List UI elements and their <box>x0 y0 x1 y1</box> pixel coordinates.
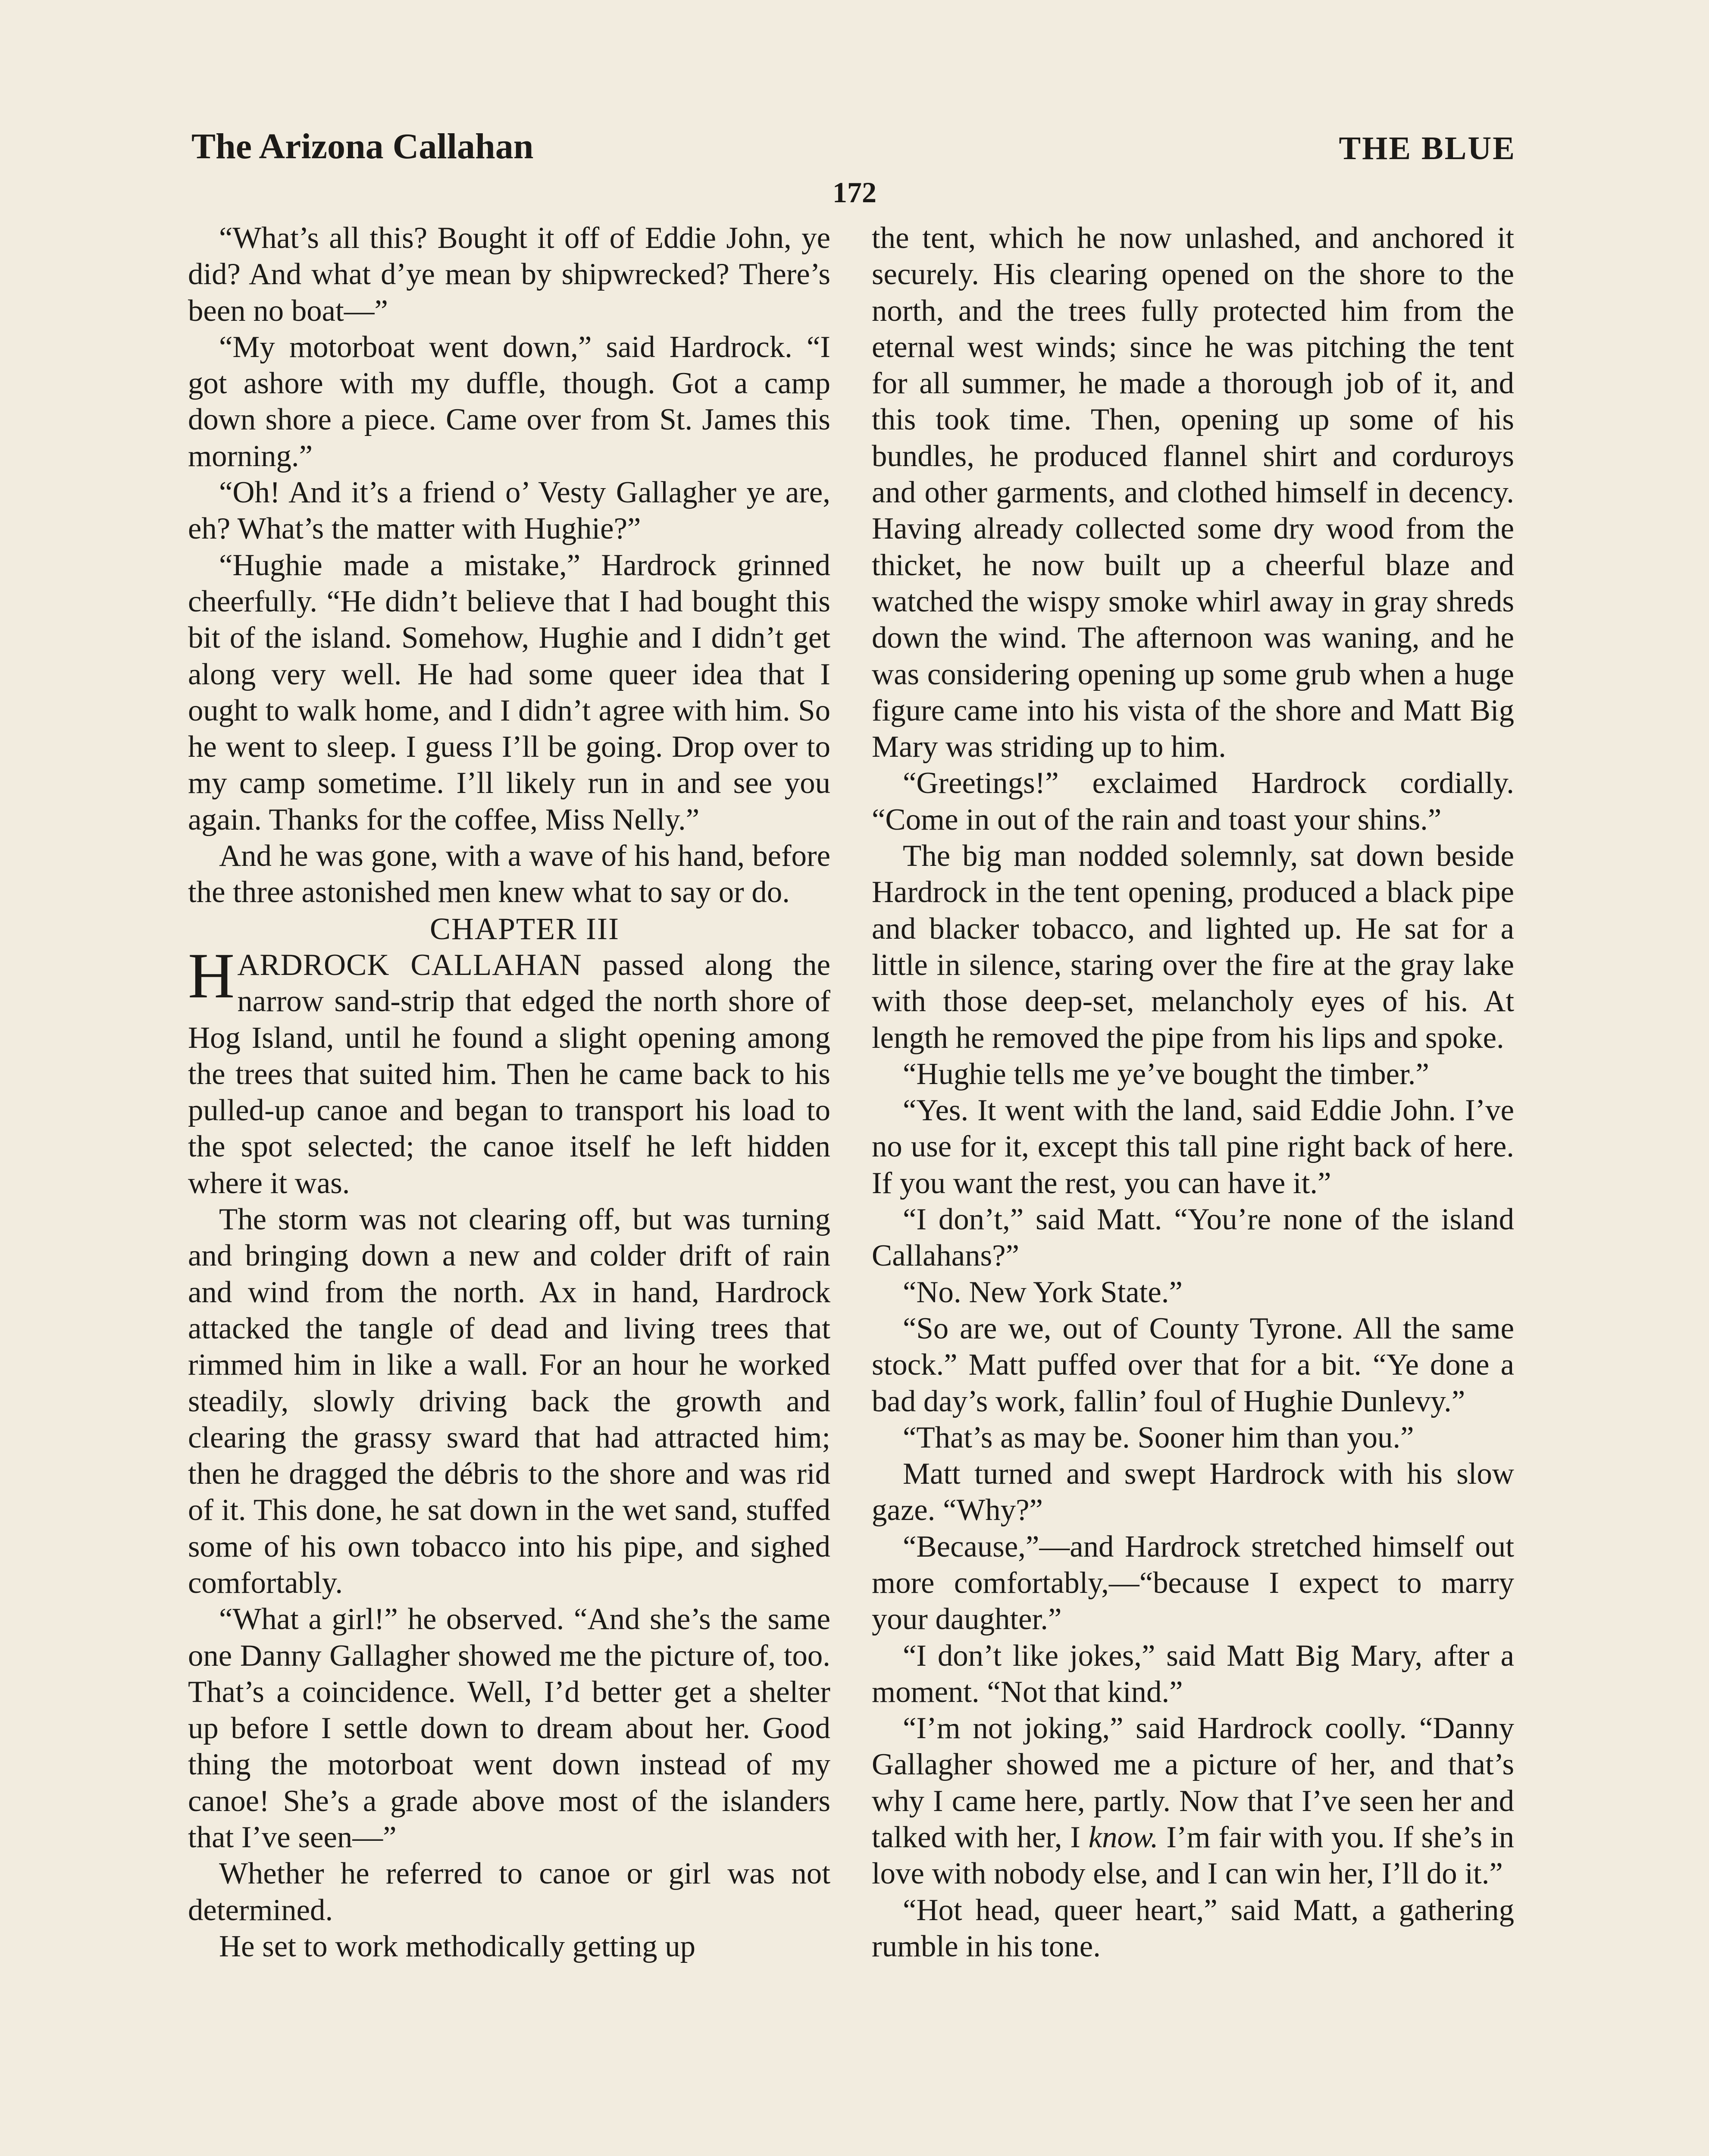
paragraph: “Hughie made a mistake,” Hardrock grinned cheerfully. “He didn’t believe that I had bought this bit of the island. Somehow, Hughie and I didn’t get along very well. He had some queer idea that I ought to walk home, and I didn’t agree with him. So he went to sleep. I guess I’ll be going. Drop over to my camp sometime. I’ll likely run in and see you again. Thanks for the coffee, Miss Nelly.” <box>188 548 830 837</box>
paragraph: “Oh! And it’s a friend o’ Vesty Gallagher ye are, eh? What’s the matter with Hughie?” <box>188 476 830 546</box>
paragraph: “Hot head, queer heart,” said Matt, a gathering rumble in his tone. <box>872 1893 1514 1963</box>
story-title: The Arizona Callahan <box>191 126 534 166</box>
paragraph: “What’s all this? Bought it off of Eddie John, ye did? And what d’ye mean by shipwrecked? There’s been no boat—” <box>188 221 830 328</box>
paragraph <box>872 1710 1514 1892</box>
chapter-heading: CHAPTER III <box>430 911 620 946</box>
paragraph: “That’s as may be. Sooner him than you.” <box>903 1420 1414 1454</box>
paragraph: “Because,”—and Hardrock stretched himself out more comfortably,—“because I expect to marry your daughter.” <box>872 1529 1514 1636</box>
paragraph: “No. New York State.” <box>903 1275 1183 1309</box>
paragraph: “So are we, out of County Tyrone. All the same stock.” Matt puffed over that for a bit. “Ye done a bad day’s work, fallin’ foul of Hughie Dunlevy.” <box>872 1311 1514 1418</box>
paragraph: “My motorboat went down,” said Hardrock. “I got ashore with my duffle, though. Got a camp down shore a piece. Came over from St. James this morning.” <box>188 330 830 473</box>
left-column <box>188 220 830 1965</box>
continued-paragraph: the tent, which he now unlashed, and anchored it securely. His clearing opened on the shore to the north, and the trees fully protected him from the eternal west winds; since he was pitching the tent for all summer, he made a thorough job of it, and this took time. Then, opening up some of his bundles, he produced flannel shirt and corduroys and other garments, and clothed himself in decency. Having already collected some dry wood from the thicket, he now built up a cheerful blaze and watched the wispy smoke whirl away in gray shreds down the wind. The afternoon was waning, and he was considering opening up some grub when a huge figure came into his vista of the shore and Matt Big Mary was striding up to him. <box>872 221 1514 764</box>
paragraph-text: “I’m not joking,” said Hardrock coolly. “Danny Gallagher showed me a picture of her, and that’s why I came here, partly. Now that I’ve seen her and talked with her, I <box>872 1711 1514 1855</box>
magazine-name: THE BLUE <box>1339 130 1516 166</box>
paragraph: “What a girl!” he observed. “And she’s the same one Danny Gallagher showed me the picture of, too. That’s a coincidence. Well, I’d better get a shelter up before I settle down to dream about her. Good thing the motorboat went down instead of my canoe! She’s a grade above most of the islanders that I’ve seen—” <box>188 1602 830 1855</box>
paragraph: “Greetings!” exclaimed Hardrock cordially. “Come in out of the rain and toast your shins.” <box>872 766 1514 837</box>
paragraph: The big man nodded solemnly, sat down beside Hardrock in the tent opening, produced a black pipe and blacker tobacco, and lighted up. He sat for a little in silence, staring over the fire at the gray lake with those deep-set, melancholy eyes of his. At length he removed the pipe from his lips and spoke. <box>872 839 1514 1055</box>
paragraph: “I don’t,” said Matt. “You’re none of the island Callahans?” <box>872 1203 1514 1273</box>
paragraph: He set to work methodically getting up <box>219 1929 695 1963</box>
paragraph: Matt turned and swept Hardrock with his slow gaze. “Why?” <box>872 1457 1514 1527</box>
paragraph: “I don’t like jokes,” said Matt Big Mary, after a moment. “Not that kind.” <box>872 1639 1514 1709</box>
drop-cap: H <box>188 940 235 1012</box>
chapter-opening-paragraph <box>188 940 830 1201</box>
emphasized-word: know. <box>1088 1821 1158 1855</box>
paragraph: Whether he referred to canoe or girl was not determined. <box>188 1857 830 1927</box>
paragraph: “Hughie tells me ye’ve bought the timber.” <box>903 1057 1429 1091</box>
paragraph-text: I’m fair with you. If she’s in love with nobody else, and I can win her, I’ll do it.” <box>872 1821 1514 1891</box>
page-number: 172 <box>833 176 876 209</box>
right-column <box>872 220 1514 1965</box>
paragraph: And he was gone, with a wave of his hand, before the three astonished men knew what to say or do. <box>188 839 830 909</box>
paragraph: “Yes. It went with the land, said Eddie John. I’ve no use for it, except this tall pine right back of here. If you want the rest, you can have it.” <box>872 1094 1514 1200</box>
opening-paragraph-text: passed along the narrow sand-strip that edged the north shore of Hog Island, until he found a slight opening among the trees that suited him. Then he came back to his pulled-up canoe and began to transport his load to the spot selected; the canoe itself he left hidden where it was. <box>188 948 830 1200</box>
paragraph: The storm was not clearing off, but was turning and bringing down a new and colder drift of rain and wind from the north. Ax in hand, Hardrock attacked the tangle of dead and living trees that rimmed him in like a wall. For an hour he worked steadily, slowly driving back the growth and clearing the grassy sward that had attracted him; then he dragged the débris to the shore and was rid of it. This done, he sat down in the wet sand, stuffed some of his own tobacco into his pipe, and sighed comfortably. <box>188 1203 830 1600</box>
opening-lead-words: ARDROCK CALLAHAN <box>237 948 582 982</box>
